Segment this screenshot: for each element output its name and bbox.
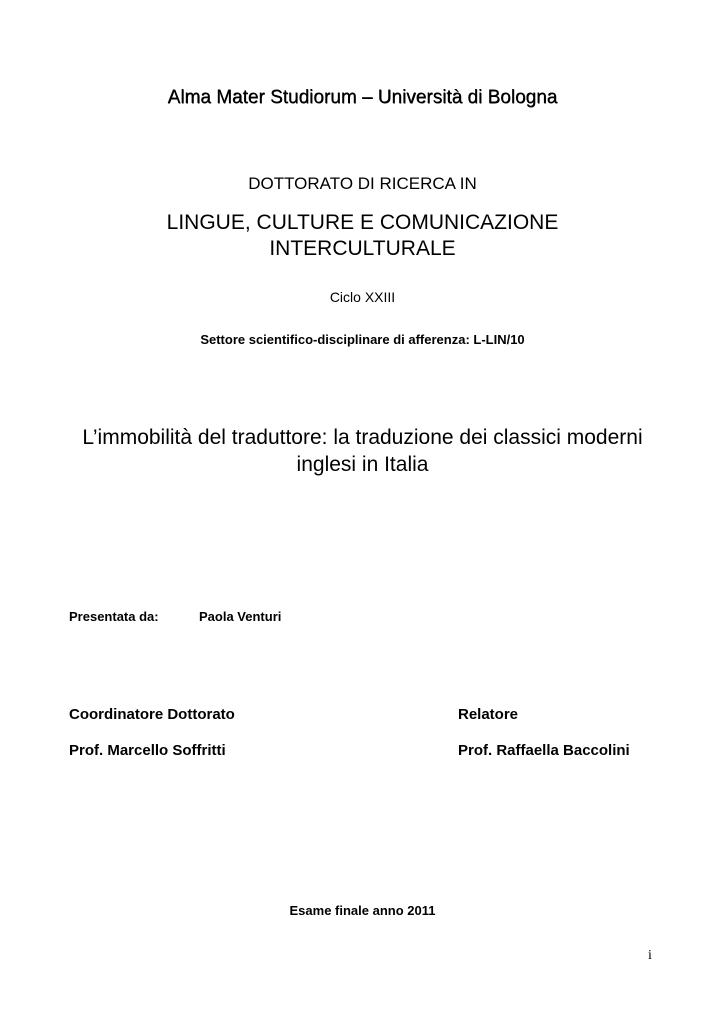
program-name-line-2: INTERCULTURALE <box>269 237 456 260</box>
supervisor-label: Relatore <box>458 706 519 723</box>
thesis-title-line-1: L’immobilità del traduttore: la traduzione dei classici moderni <box>82 426 643 449</box>
doctorate-heading: DOTTORATO DI RICERCA IN <box>248 174 477 193</box>
supervisor-name: Prof. Raffaella Baccolini <box>458 742 630 759</box>
program-name <box>0 210 725 262</box>
cycle-label: Ciclo XXIII <box>329 289 396 305</box>
final-exam-year: Esame finale anno 2011 <box>289 903 436 918</box>
program-name-line-1: LINGUE, CULTURE E COMUNICAZIONE <box>166 211 559 234</box>
presented-by-label: Presentata da: <box>69 609 159 624</box>
scientific-sector: Settore scientifico-disciplinare di afferenza: L-LIN/10 <box>200 332 525 347</box>
coordinator-label: Coordinatore Dottorato <box>69 706 235 723</box>
page-number: i <box>648 948 652 963</box>
thesis-title-line-2: inglesi in Italia <box>296 453 429 476</box>
author-name: Paola Venturi <box>199 609 282 624</box>
university-name: Alma Mater Studiorum – Università di Bologna <box>167 87 558 108</box>
coordinator-name: Prof. Marcello Soffritti <box>69 742 226 759</box>
thesis-title <box>0 424 725 478</box>
